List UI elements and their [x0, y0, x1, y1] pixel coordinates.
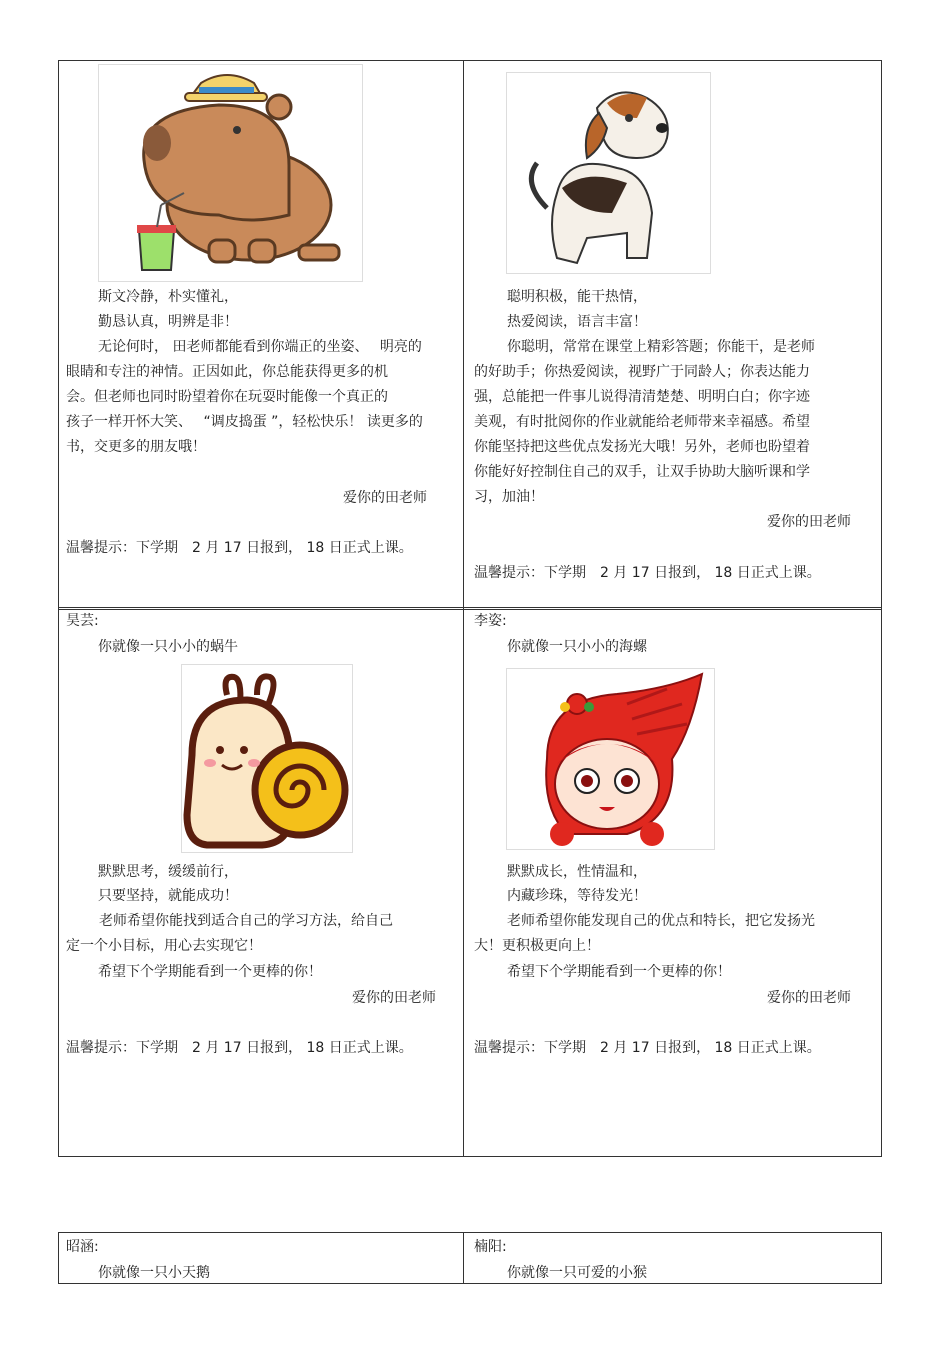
reminder-note: 温馨提示：下学期 2 月 17 日报到， 18 日正式上课。 — [66, 540, 413, 556]
teacher-signature: 爱你的田老师 — [767, 514, 851, 530]
comment-line: 会。但老师也同时盼望着你在玩耍时能像一个真正的 — [66, 389, 388, 405]
comment-line: 无论何时， 田老师都能看到你端正的坐姿、 明亮的 — [98, 339, 422, 355]
comment-line: 孩子一样开怀大笑、 “调皮捣蛋 ”，轻松快乐！ 读更多的 — [66, 414, 423, 430]
student-name: 楠阳: — [474, 1239, 507, 1255]
reminder-note: 温馨提示：下学期 2 月 17 日报到， 18 日正式上课。 — [66, 1040, 413, 1056]
hope-line: 希望下个学期能看到一个更棒的你！ — [98, 964, 322, 980]
row-divider — [59, 607, 881, 610]
comment-paragraph — [474, 909, 815, 959]
animal-simile: 你就像一只小天鹅 — [98, 1265, 210, 1281]
trait-line: 只要坚持，就能成功！ — [98, 888, 238, 904]
student-name: 李姿: — [474, 613, 507, 629]
teacher-signature: 爱你的田老师 — [352, 990, 436, 1006]
hope-line: 希望下个学期能看到一个更棒的你！ — [507, 964, 731, 980]
comment-line: 大！更积极更向上！ — [474, 938, 600, 954]
student-name: 昊芸: — [66, 613, 99, 629]
comment-line: 你能坚持把这些优点发扬光大哦！另外，老师也盼望着 — [474, 439, 810, 455]
comment-line: 眼睛和专注的神情。正因如此，你总能获得更多的机 — [66, 364, 388, 380]
reminder-note: 温馨提示：下学期 2 月 17 日报到， 18 日正式上课。 — [474, 1040, 821, 1056]
comment-line: 书，交更多的朋友哦！ — [66, 439, 206, 455]
comment-paragraph — [66, 335, 423, 460]
trait-line: 默默思考，缓缓前行， — [98, 864, 238, 880]
comment-line: 习，加油！ — [474, 489, 544, 505]
trait-line: 热爱阅读，语言丰富！ — [507, 314, 647, 330]
comment-paragraph — [474, 335, 815, 510]
animal-simile: 你就像一只可爱的小猴 — [507, 1265, 647, 1281]
trait-line: 聪明积极，能干热情， — [507, 289, 647, 305]
comment-line: 老师希望你能发现自己的优点和特长，把它发扬光 — [507, 913, 815, 929]
student-name: 昭涵: — [66, 1239, 99, 1255]
comment-line: 你能好好控制住自己的双手，让双手协助大脑听课和学 — [474, 464, 810, 480]
trait-line: 勤恳认真，明辨是非！ — [98, 314, 238, 330]
trait-line: 内藏珍珠，等待发光！ — [507, 888, 647, 904]
comment-line: 美观，有时批阅你的作业就能给老师带来幸福感。希望 — [474, 414, 810, 430]
beagle-illustration — [506, 72, 711, 274]
comment-line: 的好助手；你热爱阅读，视野广于同龄人；你表达能力 — [474, 364, 810, 380]
capybara-illustration — [98, 64, 363, 282]
comment-paragraph — [66, 909, 393, 959]
teacher-signature: 爱你的田老师 — [343, 490, 427, 506]
reminder-note: 温馨提示：下学期 2 月 17 日报到， 18 日正式上课。 — [474, 565, 821, 581]
comment-line: 强，总能把一件事儿说得清清楚楚、明明白白；你字迹 — [474, 389, 810, 405]
teacher-signature: 爱你的田老师 — [767, 990, 851, 1006]
trait-line: 斯文冷静，朴实懂礼， — [98, 289, 238, 305]
comment-line: 你聪明，常常在课堂上精彩答题；你能干，是老师 — [507, 339, 815, 355]
conch-girl-illustration — [506, 668, 715, 850]
animal-simile: 你就像一只小小的蜗牛 — [98, 639, 238, 655]
comment-line: 老师希望你能找到适合自己的学习方法，给自己 — [99, 913, 393, 929]
column-divider — [463, 1233, 464, 1283]
animal-simile: 你就像一只小小的海螺 — [507, 639, 647, 655]
comment-line: 定一个小目标，用心去实现它！ — [66, 938, 262, 954]
snail-illustration — [181, 664, 353, 853]
trait-line: 默默成长，性情温和， — [507, 864, 647, 880]
